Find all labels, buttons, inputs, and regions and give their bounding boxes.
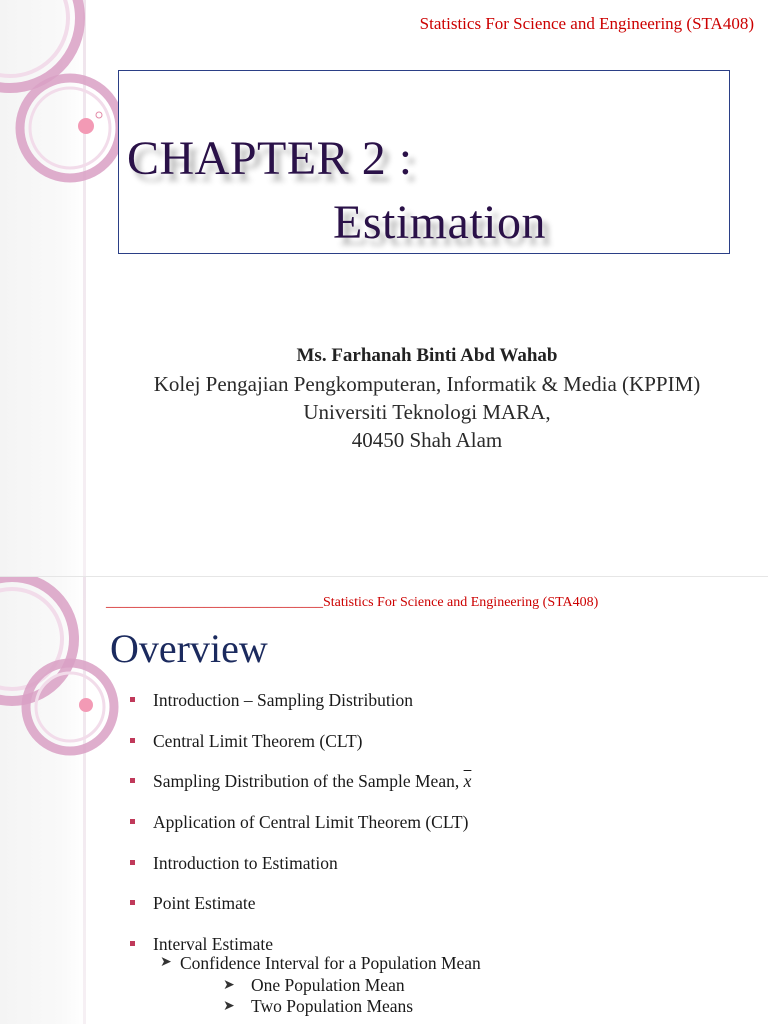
bullet-icon [130, 778, 135, 783]
chapter-subtitle: Estimation [333, 196, 546, 249]
bullet-icon [130, 900, 135, 905]
course-header [106, 595, 598, 611]
affiliation-line: Kolej Pengajian Pengkomputeran, Informatik & Media (KPPIM) [153, 372, 701, 396]
sub-sub-list-item-label: One Population Mean [251, 975, 405, 996]
course-header: Statistics For Science and Engineering (STA408) [419, 14, 754, 33]
list-item-label: Introduction to Estimation [153, 852, 338, 873]
author-name: Ms. Farhanah Binti Abd Wahab [296, 345, 558, 366]
list-item [128, 931, 481, 1017]
overview-title: Overview [110, 626, 268, 671]
affiliation-line: Universiti Teknologi MARA, [303, 400, 551, 424]
decorative-circles-icon [0, 0, 120, 240]
arrow-bullet-icon: ➤ [223, 978, 235, 994]
chapter-title: CHAPTER 2 : [127, 132, 413, 185]
sub-sub-list-item [128, 975, 481, 996]
list-item-label: Introduction – Sampling Distribution [153, 690, 414, 710]
list-item [128, 890, 471, 931]
bullet-icon [130, 738, 135, 743]
list-item-label: Sampling Distribution of the Sample Mean, [153, 771, 464, 792]
sub-list-item [128, 951, 481, 975]
list-item-label: Point Estimate [153, 893, 256, 914]
course-header-text: Statistics For Science and Engineering (STA408) [323, 595, 599, 610]
bullet-icon [130, 860, 135, 865]
list-item [128, 768, 471, 809]
header-rule: _______________________________ [106, 595, 323, 610]
bullet-icon [130, 697, 135, 702]
overview-list [128, 687, 481, 1017]
list-item [128, 809, 471, 850]
sample-mean-symbol: $\overline{x}$ [463, 771, 472, 792]
list-item-label: Application of Central Limit Theorem (CLT) [153, 812, 469, 833]
list-item [128, 850, 471, 891]
chapter-title-box [118, 70, 730, 254]
overview-slide [0, 576, 768, 1024]
list-item [128, 728, 471, 769]
sub-sub-list-item [128, 996, 481, 1017]
list-item-label: Interval Estimate [153, 934, 274, 955]
decorative-circles-icon [0, 577, 120, 807]
bullet-icon [130, 941, 135, 946]
author-block [86, 342, 768, 454]
sub-sub-list-item-label: Two Population Means [251, 996, 414, 1017]
sub-list-item-label: Confidence Interval for a Population Mean [180, 953, 481, 974]
list-item [128, 687, 471, 728]
sub-list [128, 951, 481, 1017]
affiliation-line: 40450 Shah Alam [351, 428, 503, 452]
arrow-bullet-icon: ➤ [160, 955, 172, 971]
arrow-bullet-icon: ➤ [223, 999, 235, 1015]
bullet-icon [130, 819, 135, 824]
list-item-label: Central Limit Theorem (CLT) [153, 730, 363, 751]
